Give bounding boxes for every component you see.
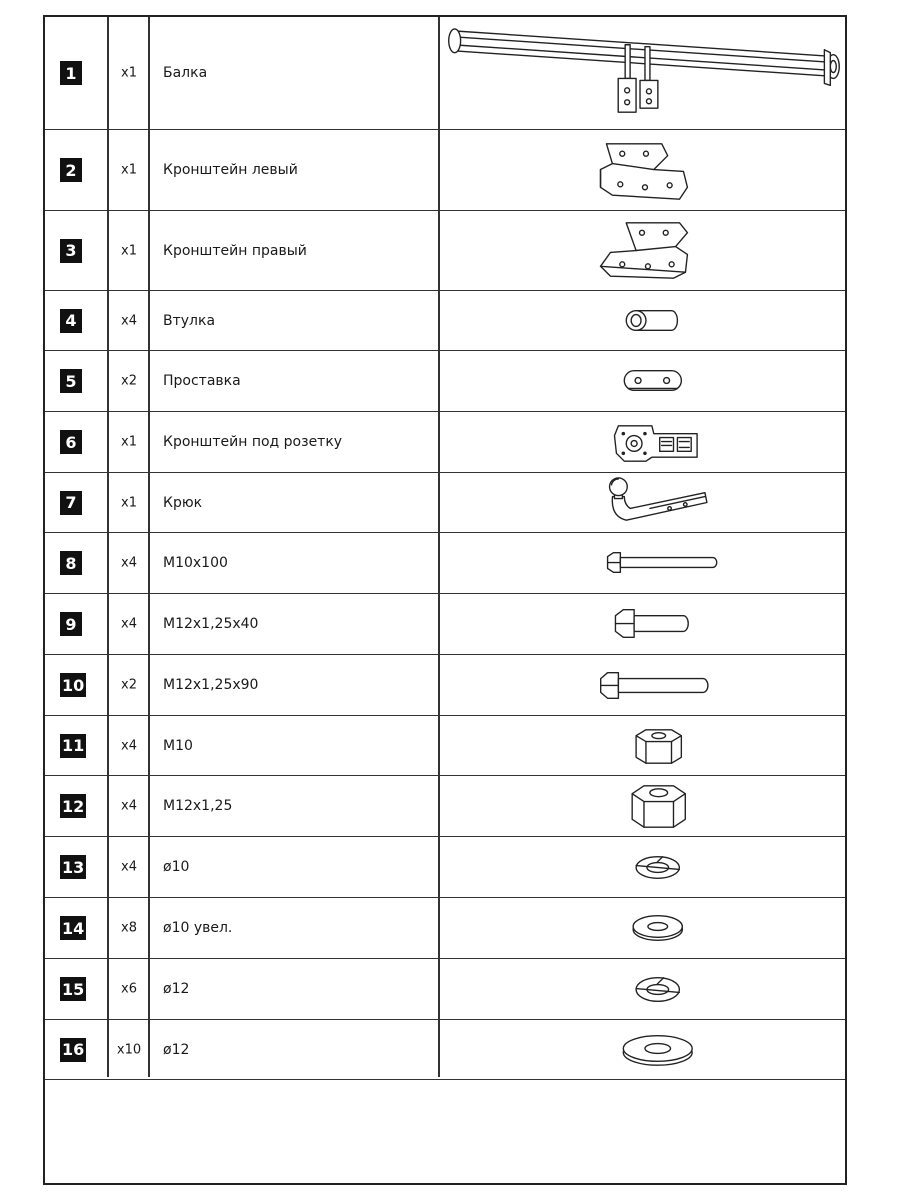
part-number: 2 [60, 158, 82, 182]
part-number: 12 [60, 794, 86, 818]
part-quantity: x4 [121, 738, 137, 753]
bolt-m12x40-icon [440, 594, 845, 654]
part-number: 13 [60, 855, 86, 879]
part-quantity: x1 [121, 65, 137, 81]
part-name: M12x1,25 [163, 798, 233, 814]
spacer-plate-icon [440, 351, 845, 411]
part-number: 15 [60, 977, 86, 1001]
bushing-icon [440, 291, 845, 350]
part-quantity: x1 [121, 162, 137, 178]
spring-washer-10-icon [440, 837, 845, 897]
bolt-m10x100-icon [440, 533, 845, 593]
part-name: M12x1,25x40 [163, 616, 259, 632]
part-number: 11 [60, 734, 86, 758]
part-number: 9 [60, 612, 82, 636]
tow-hook-icon [440, 473, 845, 532]
part-number: 7 [60, 491, 82, 515]
part-row [45, 291, 845, 351]
part-row [45, 776, 845, 837]
part-quantity: x4 [121, 555, 137, 571]
part-row [45, 655, 845, 716]
part-name: M12x1,25x90 [163, 677, 259, 693]
part-quantity: x2 [121, 677, 137, 693]
part-quantity: x4 [121, 798, 137, 814]
part-name: ø10 увел. [163, 920, 233, 936]
part-name: M10 [163, 737, 193, 754]
part-row [45, 473, 845, 533]
part-name: M10x100 [163, 555, 228, 571]
part-quantity: x8 [121, 920, 137, 936]
part-quantity: x2 [121, 373, 137, 389]
part-quantity: x10 [116, 1042, 142, 1057]
part-row [45, 898, 845, 959]
part-number: 1 [60, 61, 82, 85]
part-name: Проставка [163, 373, 241, 389]
part-row [45, 1020, 845, 1080]
part-number: 16 [60, 1038, 86, 1062]
part-name: ø12 [163, 1041, 190, 1058]
part-number: 14 [60, 916, 86, 940]
part-name: Крюк [163, 494, 203, 511]
part-quantity: x4 [121, 313, 137, 328]
part-row [45, 412, 845, 473]
part-number: 8 [60, 551, 82, 575]
part-row [45, 533, 845, 594]
part-quantity: x1 [121, 243, 137, 258]
part-quantity: x1 [121, 434, 137, 450]
part-number: 10 [60, 673, 86, 697]
part-row [45, 594, 845, 655]
part-number: 6 [60, 430, 82, 454]
right-bracket-icon [440, 211, 845, 290]
part-name: Кронштейн правый [163, 242, 307, 259]
part-name: ø10 [163, 859, 190, 875]
part-number: 5 [60, 369, 82, 393]
part-row [45, 130, 845, 211]
tow-beam-icon [440, 17, 845, 129]
part-row [45, 211, 845, 291]
nut-m12-icon [440, 776, 845, 836]
part-number: 3 [60, 239, 82, 263]
part-name: Кронштейн левый [163, 162, 298, 178]
part-name: Втулка [163, 312, 216, 329]
part-row [45, 17, 845, 130]
flat-washer-12-icon [440, 1020, 845, 1079]
part-row [45, 351, 845, 412]
part-quantity: x6 [121, 981, 137, 997]
part-name: Балка [163, 65, 208, 81]
part-row [45, 716, 845, 776]
part-quantity: x1 [121, 495, 137, 510]
part-name: ø12 [163, 981, 190, 997]
socket-bracket-icon [440, 412, 845, 472]
bolt-m12x90-icon [440, 655, 845, 715]
part-quantity: x4 [121, 859, 137, 875]
part-quantity: x4 [121, 616, 137, 632]
nut-m10-icon [440, 716, 845, 775]
part-row [45, 837, 845, 898]
part-row [45, 959, 845, 1020]
part-name: Кронштейн под розетку [163, 434, 343, 450]
empty-notes-area [45, 1080, 845, 1183]
flat-washer-10-icon [440, 898, 845, 958]
parts-list-table [43, 15, 847, 1185]
left-bracket-icon [440, 130, 845, 210]
spring-washer-12-icon [440, 959, 845, 1019]
part-number: 4 [60, 309, 82, 333]
